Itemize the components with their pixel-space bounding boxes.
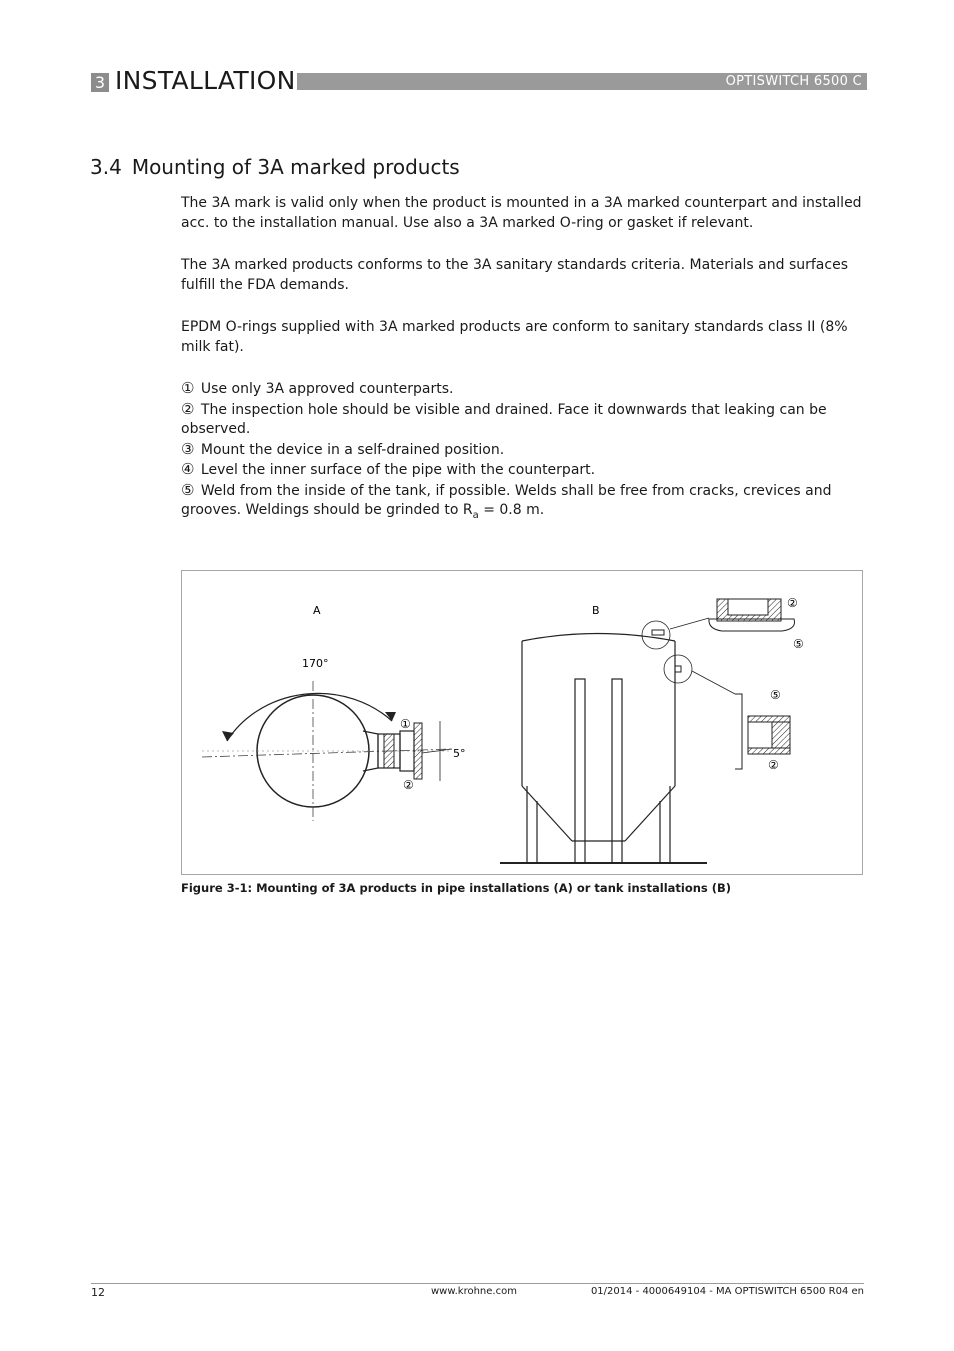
angle-5-label: 5° xyxy=(453,747,466,760)
subscript-a: a xyxy=(472,509,479,521)
figure-label-b: B xyxy=(592,604,600,617)
callout-2-pipe: ② xyxy=(403,778,414,792)
section-title: Mounting of 3A marked products xyxy=(131,155,460,179)
figure-label-a: A xyxy=(313,604,321,617)
chapter-title: INSTALLATION xyxy=(115,66,296,95)
page-number: 12 xyxy=(91,1286,105,1299)
list-item-text: Use only 3A approved counterparts. xyxy=(200,381,454,397)
section-number: 3.4 xyxy=(90,155,122,179)
footer-website: www.krohne.com xyxy=(431,1286,517,1297)
list-marker: ③ xyxy=(181,439,195,458)
paragraph-sanitary-standards: The 3A marked products conforms to the 3A sanitary standards criteria. Materials and surfaces fulfill the FDA demands. xyxy=(181,257,848,293)
figure-caption: Figure 3-1: Mounting of 3A products in pipe installations (A) or tank installations (B) xyxy=(181,881,732,895)
section-heading xyxy=(90,154,460,180)
detail-side-fitting xyxy=(735,688,790,772)
list-item xyxy=(181,379,865,400)
chapter-number-badge: 3 xyxy=(91,73,109,92)
paragraph-epdm-orings: EPDM O-rings supplied with 3A marked products are conform to sanitary standards class II (8% milk fat). xyxy=(181,319,848,355)
list-item xyxy=(181,440,865,461)
list-item xyxy=(181,460,865,481)
figure-frame xyxy=(181,570,863,875)
list-item-text: Level the inner surface of the pipe with the counterpart. xyxy=(200,462,596,478)
callout-5-detail-top: ⑤ xyxy=(793,637,804,651)
callout-1-pipe: ① xyxy=(400,717,411,731)
paragraph-3a-mark: The 3A mark is valid only when the product is mounted in a 3A marked counterpart and installed acc. to the installation manual. Use also a 3A marked O-ring or gasket if relevant. xyxy=(181,195,862,231)
pipe-installation-drawing xyxy=(202,657,466,821)
instruction-list xyxy=(181,379,865,525)
header-product-name: OPTISWITCH 6500 C xyxy=(725,74,862,89)
list-marker: ④ xyxy=(181,460,195,478)
angle-170-label: 170° xyxy=(302,657,329,670)
detail-top-fitting xyxy=(709,596,804,651)
list-item-text: The inspection hole should be visible and drained. Face it downwards that leaking can be observed. xyxy=(181,401,827,437)
footer-document-reference: 01/2014 - 4000649104 - MA OPTISWITCH 6500 R04 en xyxy=(590,1286,864,1297)
list-item-text: Mount the device in a self-drained position. xyxy=(200,441,505,458)
footer-divider xyxy=(91,1283,864,1284)
callout-5-detail-side: ⑤ xyxy=(770,688,781,702)
mounting-illustration xyxy=(182,571,862,874)
list-item-suffix: = 0.8 m. xyxy=(478,502,545,518)
list-item xyxy=(181,400,865,440)
tank-installation-drawing xyxy=(500,618,735,863)
list-marker: ⑤ xyxy=(181,480,195,499)
list-marker: ② xyxy=(181,399,195,418)
callout-2-detail-top: ② xyxy=(787,596,798,610)
list-marker: ① xyxy=(181,379,195,397)
list-item-text: Weld from the inside of the tank, if possible. Welds shall be free from cracks, crevices and grooves. Weldings should be grinded to R xyxy=(181,482,832,518)
callout-2-detail-side: ② xyxy=(768,758,779,772)
list-item xyxy=(181,481,865,526)
